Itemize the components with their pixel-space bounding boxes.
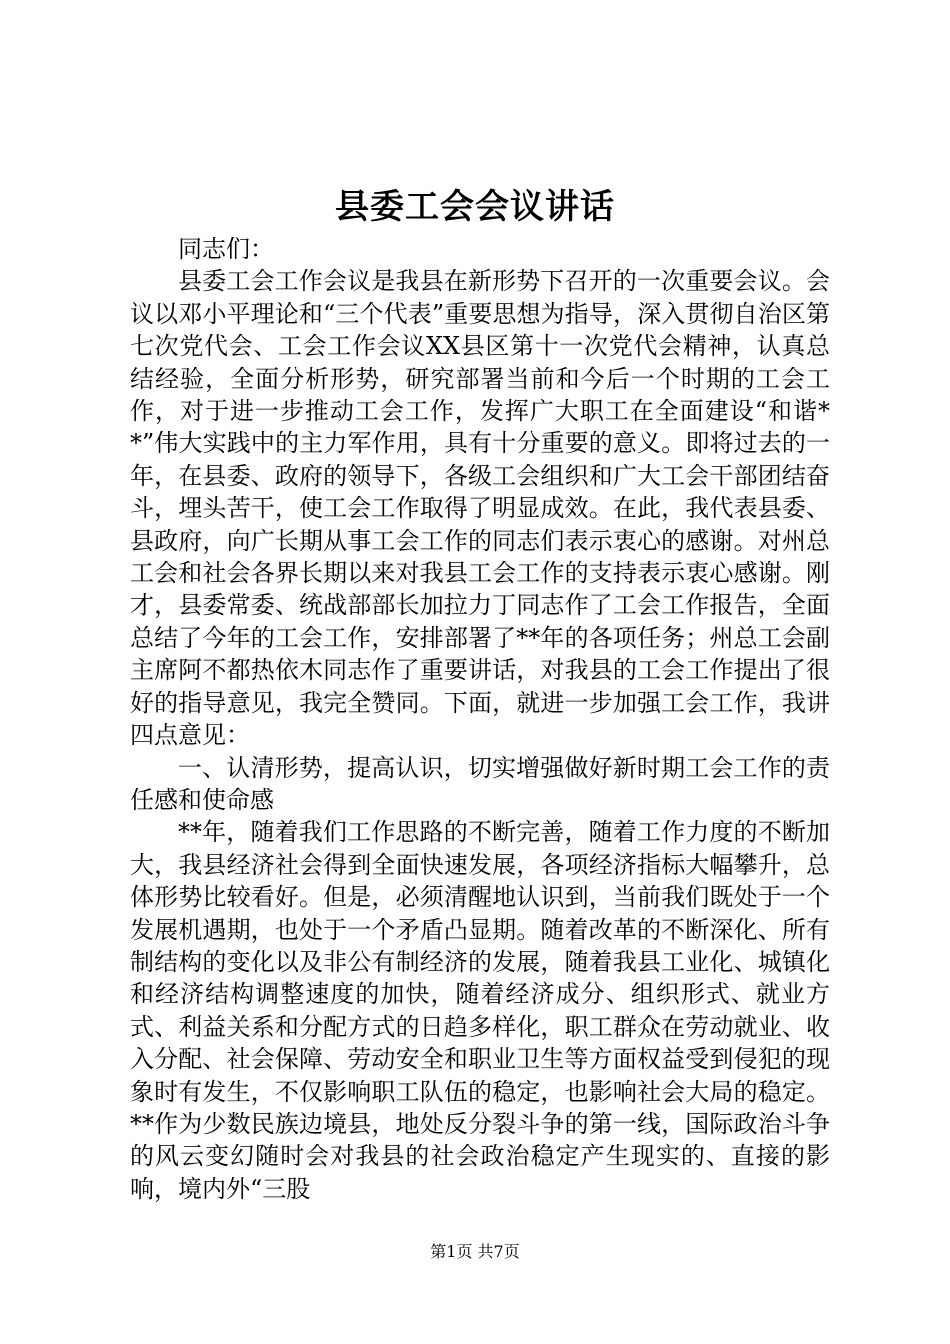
- page-footer: 第1页 共7页: [430, 1242, 520, 1261]
- body-paragraph: 县委工会工作会议是我县在新形势下召开的一次重要会议。会议以邓小平理论和“三个代表”重要思想为指导，深入贯彻自治区第七次党代会、工会工作会议XX县区第十一次党代会精神，认真总结经验，全面分析形势，研究部署当前和今后一个时期的工会工作，对于进一步推动工会工作，发挥广大职工在全面建设“和谐**”伟大实践中的主力军作用，具有十分重要的意义。即将过去的一年，在县委、政府的领导下，各级工会组织和广大工会干部团结奋斗，埋头苦干，使工会工作取得了明显成效。在此，我代表县委、县政府，向广长期从事工会工作的同志们表示衷心的感谢。对州总工会和社会各界长期以来对我县工会工作的支持表示衷心感谢。刚才，县委常委、统战部部长加拉力丁同志作了工会工作报告，全面总结了今年的工会工作，安排部署了**年的各项任务；州总工会副主席阿不都热依木同志作了重要讲话，对我县的工会工作提出了很好的指导意见，我完全赞同。下面，就进一步加强工会工作，我讲四点意见：: [130, 267, 830, 750]
- salutation-paragraph: 同志们：: [178, 235, 274, 263]
- body-paragraph: **年，随着我们工作思路的不断完善，随着工作力度的不断加大，我县经济社会得到全面快速发展，各项经济指标大幅攀升，总体形势比较看好。但是，必须清醒地认识到，当前我们既处于一个发展机遇期，也处于一个矛盾凸显期。随着改革的不断深化、所有制结构的变化以及非公有制经济的发展，随着我县工业化、城镇化和经济结构调整速度的加快，随着经济成分、组织形式、就业方式、利益关系和分配方式的日趋多样化，职工群众在劳动就业、收入分配、社会保障、劳动安全和职业卫生等方面权益受到侵犯的现象时有发生，不仅影响职工队伍的稳定，也影响社会大局的稳定。**作为少数民族边境县，地处反分裂斗争的第一线，国际政治斗争的风云变幻随时会对我县的社会政治稳定产生现实的、直接的影响，境内外“三股: [130, 818, 830, 1203]
- section-heading-paragraph: 一、认清形势，提高认识，切实增强做好新时期工会工作的责任感和使命感: [130, 753, 830, 814]
- document-title: 县委工会会议讲话: [335, 187, 615, 227]
- document-body: [130, 233, 830, 1205]
